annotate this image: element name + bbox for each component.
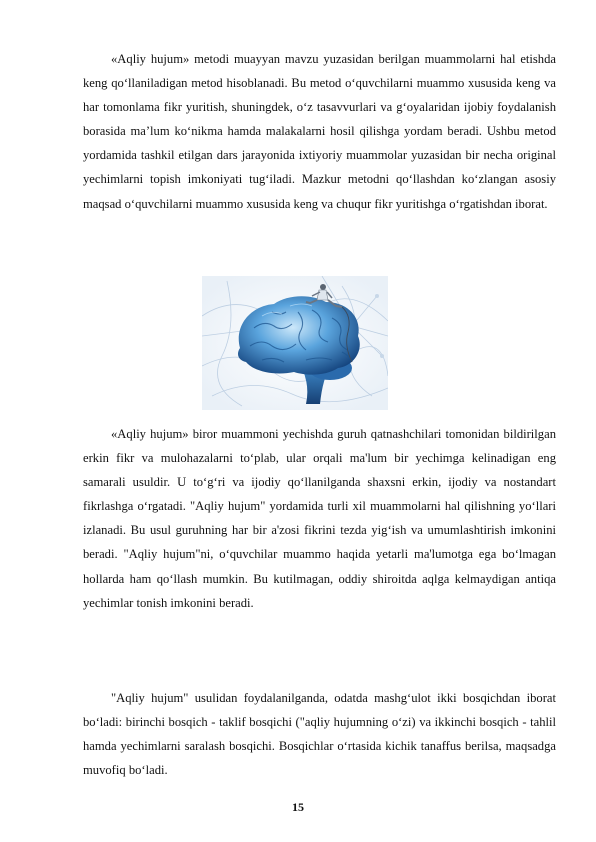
paragraph-stages: "Aqliy hujum" usulidan foydalanilganda, odatda mashg‘ulot ikki bosqichdan iborat bo‘ladi: birinchi bosqich - taklif bosqichi ("aqliy hujumning o‘zi) va ikkinchi bosqich - tahlil hamda yechimlarni saralash bosqichi. Bosqichlar o‘rtasida kichik tanaffus berilsa, maqsadga muvofiq bo‘ladi. [83, 691, 556, 778]
paragraph-description: «Aqliy hujum» biror muammoni yechishda guruh qatnashchilari tomonidan bildirilgan erkin fikr va mulohazalarni to‘plab, ular orqali ma'lum bir yechimga kelinadigan eng samarali usuldir. U to‘g‘ri va ijodiy qo‘llanilganda shaxsni erkin, ijodiy va nostandart fikrlashga o‘rgatadi. "Aqliy hujum" yordamida turli xil muammolarni hal qilishning yo‘llari izlanadi. Bu usul guruhning har bir a'zosi fikrini tezda yig‘ish va umumlashtirish imkonini beradi. "Aqliy hujum"ni, o‘quvchilar muammo haqida yetarli ma'lumotga ega bo‘lmagan hollarda ham qo‘llash mumkin. Bu kutilmagan, oddiy shiroitda aqlga kelmaydigan antiqa yechimlar tonish imkonini beradi. [83, 427, 556, 610]
paragraph-intro: «Aqliy hujum» metodi muayyan mavzu yuzasidan berilgan muammolarni hal etishda keng qo‘llaniladigan metod hisoblanadi. Bu metod o‘quvchilarni muammo xususida keng va har tomonlama fikr yuritish, shuningdek, o‘z tasavvurlari va g‘oyalaridan ijobiy foydalanish borasida ma’lum ko‘nikma hamda malakalarni hosil qilishga yordam beradi. Ushbu metod yordamida tashkil etilgan dars jarayonida ixtiyoriy muammolar yuzasidan bir necha original yechimlarni topish imkoniyati tug‘iladi. Mazkur metodni qo‘llashdan ko‘zlangan asosiy maqsad o‘quvchilarni muammo xususida keng va chuqur fikr yuritishga o‘rgatishdan iborat. [83, 52, 556, 211]
brain-illustration [202, 276, 388, 410]
page-number: 15 [292, 800, 304, 814]
